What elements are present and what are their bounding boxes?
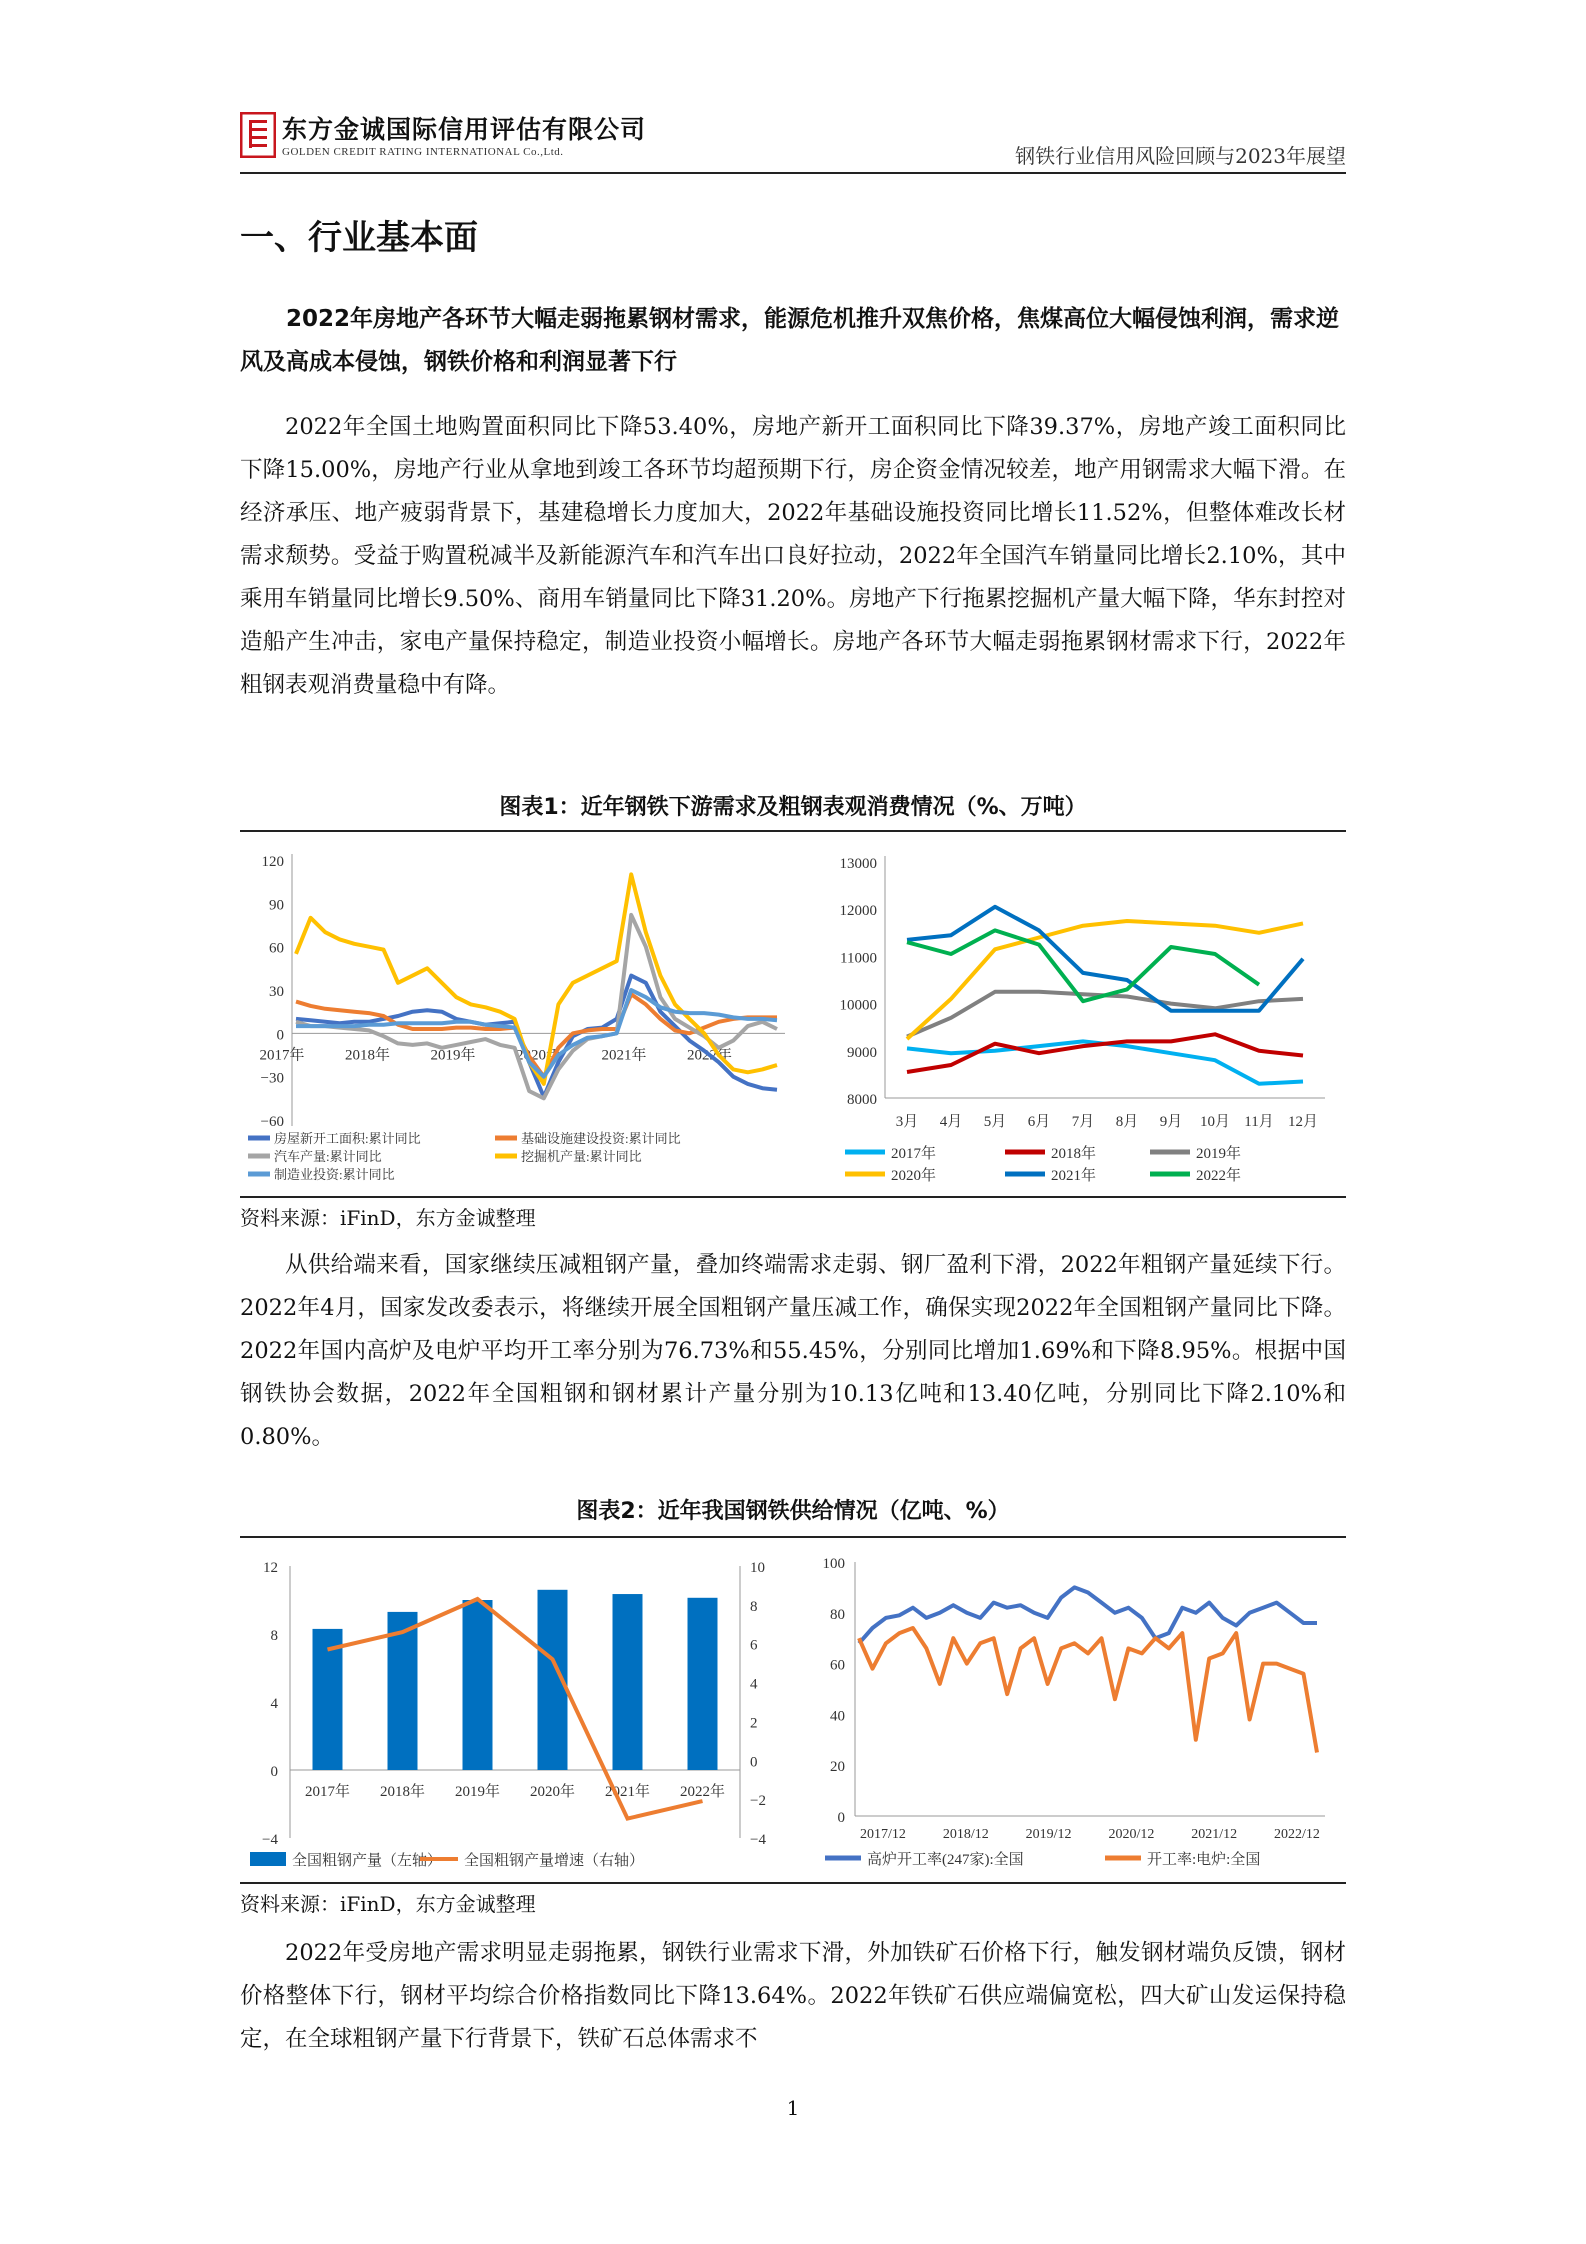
figure-2-title: 图表2：近年我国钢铁供给情况（亿吨、%）: [576, 1499, 1010, 1524]
y-tick-label: 0: [276, 1027, 284, 1044]
y-tick-label: 90: [269, 897, 284, 914]
right-tick-label: 6: [750, 1637, 758, 1654]
y-tick-label: 40: [830, 1708, 845, 1725]
y-tick-label: 60: [269, 940, 284, 957]
x-tick-label: 2021年: [601, 1047, 647, 1064]
paragraph-3-text: 2022年受房地产需求明显走弱拖累，钢铁行业需求下滑，外加铁矿石价格下行，触发钢材端负反馈，钢材价格整体下行，钢材平均综合价格指数同比下降13.64%。2022年铁矿石供应端偏宽松，四大矿山发运保持稳定，在全球粗钢产量下行背景下，铁矿石总体需求不: [240, 1940, 1346, 2052]
figure-2-source: 资料来源：iFinD，东方金诚整理: [240, 1892, 536, 1916]
x-tick-label: 2019/12: [1025, 1827, 1072, 1842]
y-tick-label: 20: [830, 1759, 845, 1776]
left-tick-label: 12: [263, 1560, 278, 1576]
x-tick-label: 2017年: [259, 1047, 305, 1064]
paragraph-2: [240, 1244, 1346, 1459]
x-tick-label: 2020年: [529, 1784, 576, 1800]
company-name-cn: 东方金诚国际信用评估有限公司: [282, 115, 647, 144]
lead-heading: 2022年房地产各环节大幅走弱拖累钢材需求，能源危机推升双焦价格，焦煤高位大幅侵蚀利润，需求逆风及高成本侵蚀，钢铁价格和利润显著下行: [240, 306, 1340, 375]
chart-crude-steel-output: [240, 1546, 800, 1880]
bar-2019年: [463, 1600, 493, 1770]
paragraph-2-text: 从供给端来看，国家继续压减粗钢产量，叠加终端需求走弱、钢厂盈利下滑，2022年粗钢产量延续下行。2022年4月，国家发改委表示，将继续开展全国粗钢产量压减工作，确保实现2022年全国粗钢产量同比下降。2022年国内高炉及电炉平均开工率分别为76.73%和55.45%，分别同比增加1.69%和下降8.95%。根据中国钢铁协会数据，2022年全国粗钢和钢材累计产量分别为10.13亿吨和13.40亿吨，分别同比下降2.10%和0.80%。: [240, 1252, 1346, 1450]
legend-label: 2018年: [1051, 1146, 1097, 1162]
y-tick-label: 13000: [839, 856, 877, 872]
legend-label: 全国粗钢产量（左轴）: [292, 1853, 443, 1869]
legend-label: 制造业投资:累计同比: [274, 1167, 395, 1182]
paragraph-1-text: 2022年全国土地购置面积同比下降53.40%，房地产新开工面积同比下降39.37%，房地产竣工面积同比下降15.00%，房地产行业从拿地到竣工各环节均超预期下行，房企资金情况较差，地产用钢需求大幅下滑。在经济承压、地产疲弱背景下，基建稳增长力度加大，2022年基础设施投资同比增长11.52%，但整体难改长材需求颓势。受益于购置税减半及新能源汽车和汽车出口良好拉动，2022年全国汽车销量同比增长2.10%，其中乘用车销量同比增长9.50%、商用车销量同比下降31.20%。房地产下行拖累挖掘机产量大幅下降，华东封控对造船产生冲击，家电产量保持稳定，制造业投资小幅增长。房地产各环节大幅走弱拖累钢材需求下行，2022年粗钢表观消费量稳中有降。: [240, 414, 1346, 698]
legend-label: 2020年: [891, 1168, 937, 1184]
page-number: 1: [786, 2096, 800, 2120]
figure-1-bottom-rule: [240, 1196, 1346, 1198]
right-tick-label: 10: [750, 1560, 765, 1576]
x-tick-label: 3月: [895, 1114, 919, 1130]
x-tick-label: 10月: [1199, 1114, 1231, 1130]
left-tick-label: 4: [270, 1696, 278, 1712]
x-tick-label: 12月: [1287, 1114, 1319, 1130]
right-tick-label: 0: [750, 1754, 758, 1771]
legend-label: 2022年: [1196, 1168, 1242, 1184]
right-tick-label: 2: [750, 1715, 758, 1732]
figure-1-top-rule: [240, 830, 1346, 832]
y-tick-label: −30: [260, 1070, 284, 1087]
legend-label: 2021年: [1051, 1168, 1097, 1184]
x-tick-label: 2020年: [515, 1047, 562, 1064]
legend-label: 房屋新开工面积:累计同比: [274, 1131, 421, 1146]
legend-label: 2017年: [891, 1146, 937, 1162]
section-title: 一、行业基本面: [240, 218, 478, 258]
chart-operating-rate: [805, 1546, 1345, 1880]
paragraph-3: [240, 1932, 1346, 2061]
chart-apparent-consumption: [805, 840, 1345, 1200]
figure-1-title: 图表1：近年钢铁下游需求及粗钢表观消费情况（%、万吨）: [499, 795, 1087, 820]
x-tick-label: 2019年: [454, 1784, 501, 1800]
legend-label: 挖掘机产量:累计同比: [521, 1149, 642, 1164]
x-tick-label: 2022年: [686, 1047, 733, 1064]
legend-label: 基础设施建设投资:累计同比: [521, 1131, 681, 1146]
left-tick-label: 8: [270, 1628, 278, 1644]
bar-2022年: [688, 1598, 718, 1770]
legend-swatch-bar: [250, 1852, 286, 1866]
x-tick-label: 6月: [1027, 1114, 1051, 1130]
right-tick-label: 4: [750, 1676, 758, 1693]
x-tick-label: 8月: [1115, 1114, 1139, 1130]
y-tick-label: 120: [261, 854, 284, 870]
y-tick-label: −60: [260, 1114, 284, 1130]
legend-label: 2019年: [1196, 1146, 1242, 1162]
y-tick-label: 30: [269, 984, 284, 1000]
report-title: 钢铁行业信用风险回顾与2023年展望: [1015, 144, 1346, 168]
figure-2-bottom-rule: [240, 1882, 1346, 1884]
y-tick-label: 9000: [847, 1044, 877, 1061]
left-tick-label: −4: [262, 1832, 278, 1848]
left-tick-label: 0: [270, 1764, 278, 1780]
x-tick-label: 2017年: [304, 1784, 351, 1800]
x-tick-label: 9月: [1159, 1114, 1183, 1130]
right-tick-label: 8: [750, 1598, 758, 1615]
series-line-2017年: [907, 1041, 1303, 1083]
x-tick-label: 2020/12: [1108, 1827, 1155, 1842]
legend-label: 汽车产量:累计同比: [274, 1149, 382, 1164]
x-tick-label: 2018年: [344, 1047, 391, 1064]
y-tick-label: 0: [837, 1810, 845, 1826]
y-tick-label: 8000: [847, 1092, 877, 1108]
series-line-2019年: [907, 992, 1303, 1037]
x-tick-label: 11月: [1244, 1114, 1274, 1130]
y-tick-label: 10000: [839, 997, 877, 1014]
y-tick-label: 12000: [839, 903, 877, 920]
x-tick-label: 2022/12: [1274, 1827, 1320, 1842]
header-divider: [240, 172, 1346, 174]
x-tick-label: 2022年: [679, 1784, 726, 1800]
y-tick-label: 11000: [840, 950, 877, 967]
legend-label: 高炉开工率(247家):全国: [867, 1852, 1024, 1868]
legend-label: 开工率:电炉:全国: [1147, 1852, 1261, 1868]
chart-downstream-demand: [240, 840, 800, 1200]
x-tick-label: 4月: [939, 1114, 963, 1130]
x-tick-label: 5月: [983, 1114, 1007, 1130]
y-tick-label: 100: [822, 1556, 845, 1572]
y-tick-label: 60: [830, 1657, 845, 1674]
x-tick-label: 2018年: [379, 1784, 426, 1800]
x-tick-label: 2019年: [430, 1047, 476, 1064]
y-tick-label: 80: [830, 1606, 845, 1623]
x-tick-label: 2018/12: [942, 1827, 989, 1842]
x-tick-label: 2017/12: [860, 1827, 906, 1842]
bar-2017年: [313, 1629, 343, 1770]
legend-label: 全国粗钢产量增速（右轴）: [464, 1853, 645, 1869]
figure-2-top-rule: [240, 1536, 1346, 1538]
paragraph-1: [240, 406, 1346, 707]
figure-1-source: 资料来源：iFinD，东方金诚整理: [240, 1206, 536, 1230]
x-tick-label: 7月: [1071, 1114, 1095, 1130]
right-tick-label: −4: [750, 1832, 766, 1848]
bar-2021年: [613, 1594, 643, 1770]
company-logo: [240, 112, 276, 158]
series-line-2: [859, 1628, 1317, 1753]
x-tick-label: 2021/12: [1191, 1827, 1238, 1842]
right-tick-label: −2: [750, 1793, 766, 1810]
series-line-1: [859, 1587, 1317, 1643]
company-name-en: GOLDEN CREDIT RATING INTERNATIONAL Co.,Ltd.: [282, 146, 564, 158]
x-tick-label: 2021年: [604, 1784, 651, 1800]
series-line-2020年: [907, 921, 1303, 1039]
